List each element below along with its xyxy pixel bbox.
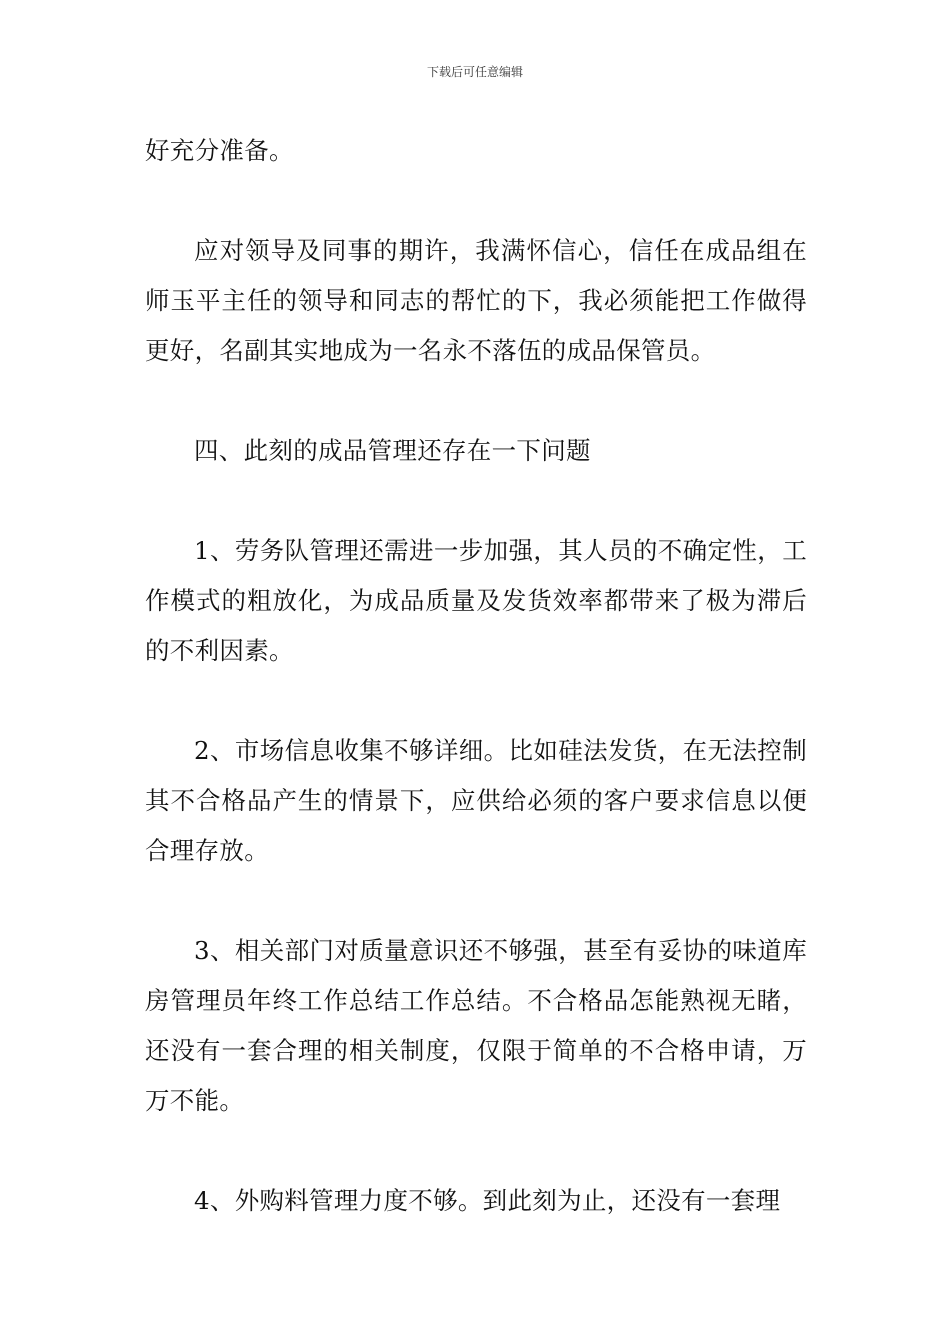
- paragraph-confidence: 应对领导及同事的期许，我满怀信心，信任在成品组在师玉平主任的领导和同志的帮忙的下，我必须能把工作做得更好，名副其实地成为一名永不落伍的成品保管员。: [145, 236, 807, 365]
- paragraph-item-1: 1、劳务队管理还需进一步加强，其人员的不确定性，工作模式的粗放化，为成品质量及发货效率都带来了极为滞后的不利因素。: [145, 536, 807, 665]
- document-body: [145, 126, 807, 1226]
- paragraph-gap: [145, 1126, 807, 1176]
- paragraph-gap: [145, 676, 807, 726]
- paragraph-item-2: 2、市场信息收集不够详细。比如硅法发货，在无法控制其不合格品产生的情景下，应供给必须的客户要求信息以便合理存放。: [145, 736, 807, 865]
- paragraph-gap: [145, 476, 807, 526]
- paragraph-gap: [145, 876, 807, 926]
- paragraph-continuation: 好充分准备。: [145, 136, 294, 165]
- paragraph-item-4: 4、外购料管理力度不够。到此刻为止，还没有一套理: [194, 1186, 781, 1215]
- paragraph-gap: [145, 376, 807, 426]
- page-header: 下载后可任意编辑: [426, 65, 523, 79]
- paragraph-gap: [145, 176, 807, 226]
- paragraph-item-3: 3、相关部门对质量意识还不够强，甚至有妥协的味道库房管理员年终工作总结工作总结。不合格品怎能熟视无睹，还没有一套合理的相关制度，仅限于简单的不合格申请，万万不能。: [145, 936, 807, 1115]
- section-heading-problems: 四、此刻的成品管理还存在一下问题: [194, 436, 591, 465]
